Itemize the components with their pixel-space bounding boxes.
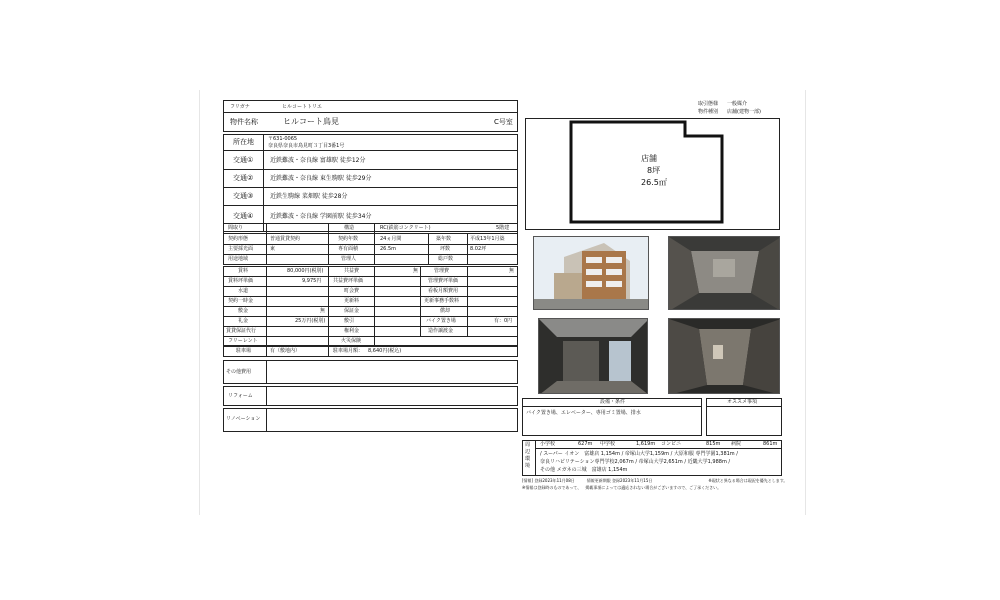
spec-value-contract: 普通賃貸契約 (270, 236, 301, 242)
spec-value-area: 26.5m (380, 246, 397, 252)
fee-label-common-tsubo: 共益費坪単価 (333, 278, 364, 284)
recommend-label: オススメ事項 (727, 399, 757, 405)
env-line-2: 奈良リハビリテーション専門学校2,067m / 帝塚山大学2,651m / 近畿大学1,988m / (540, 459, 731, 465)
fee-value-common: 無 (413, 268, 419, 274)
fee-value-rent-tsubo: 9,975円 (302, 278, 322, 284)
address-label: 所在地 (233, 138, 254, 146)
name-block (223, 100, 518, 132)
transit-label-3: 交通③ (233, 192, 254, 200)
other-cost-box (223, 360, 518, 384)
env-val-junior: 1,619m (636, 441, 656, 447)
postal-code: 〒631-0065 (268, 136, 298, 142)
fee-value-deposit: 無 (320, 308, 326, 314)
transit-value-4: 近鉄難波・奈良線 学園前駅 徒歩34分 (270, 213, 372, 220)
fee-label-rent-tsubo: 賃料坪単価 (228, 278, 254, 284)
fee-label-town: 町会費 (344, 288, 360, 294)
furigana-value: ヒルコートトリエ (282, 104, 322, 110)
spec-label-age: 築年数 (436, 236, 452, 242)
spec-label-layout: 間取り (228, 225, 244, 231)
parking-label: 駐車場 (236, 348, 252, 354)
env-key-hospital: 病院 (731, 441, 742, 447)
env-val-hospital: 861m (763, 441, 778, 447)
address-value: 奈良県奈良市鳥見町３丁目3番1号 (268, 143, 345, 149)
fee-label-deposit: 敷金 (238, 308, 249, 314)
parking-value: 有（敷地内） (270, 348, 301, 354)
fee-label-fixture: 造作譲渡金 (428, 328, 454, 334)
reform-box (223, 386, 518, 406)
spec-value-floors: 5階建 (496, 225, 510, 231)
env-line-1: / スーパー イオン 富雄店 1,154m / 帝塚山大学1,159m / 大原和服 専門学園1,381m / (540, 451, 738, 457)
env-key-junior: 中学校 (600, 441, 616, 447)
fee-value-rent: 80,000円(税別) (287, 268, 324, 274)
fee-label-bike: バイク置き場 (426, 318, 456, 324)
env-val-elementary: 627m (578, 441, 593, 447)
spec-value-light: 東 (270, 246, 276, 252)
reform-label: リフォーム (228, 393, 253, 399)
transit-value-1: 近鉄難波・奈良線 富雄駅 徒歩12分 (270, 157, 366, 164)
renovation-box (223, 408, 518, 432)
fee-label-guarantee: 保証金 (344, 308, 360, 314)
equipment-label: 設備・条件 (600, 399, 626, 405)
spec-value-age: 平成13年1月築 (470, 236, 505, 242)
photo-interior-3 (668, 318, 780, 394)
transit-value-3: 近鉄生駒線 菜畑駅 徒歩28分 (270, 193, 348, 200)
spec-label-structure: 構造 (344, 225, 355, 231)
plan-tsubo: 8坪 (647, 166, 661, 175)
footer-note-1: [情報] 登録2023年11月08日 情報更新期限 登録2023年11月15日 ※現状と異なる場合は現況を優先とします。 (522, 478, 788, 483)
footer-note-2: ※情報は登録時のものであって、 掲載事項によっては適応されない場合がございますので、ご了承ください。 (522, 485, 722, 490)
env-line-3: その他 メガネの三城 富雄店 1,154m (540, 467, 628, 473)
transit-label-1: 交通① (233, 156, 254, 164)
property-name: ヒルコート鳥見 (283, 117, 339, 126)
transit-label-2: 交通② (233, 174, 254, 182)
fee-label-common: 共益費 (344, 268, 360, 274)
fee-label-water: 水道 (238, 288, 249, 294)
env-key-convenience: コンビニ (661, 441, 682, 447)
parking-fee-label: 駐車場月額： (333, 348, 364, 354)
fee-label-renewal: 更新料 (344, 298, 360, 304)
fee-value-keymoney: 25万円(税別) (295, 318, 326, 324)
transit-value-2: 近鉄難波・奈良線 東生駒駅 徒歩29分 (270, 175, 372, 182)
spec-label-units: 総戸数 (438, 256, 454, 262)
fee-label-keymoney: 礼金 (238, 318, 249, 324)
fee-label-fire: 火災保険 (341, 338, 362, 344)
plan-title: 店舗 (641, 154, 657, 163)
fee-value-mgmt: 無 (509, 268, 515, 274)
spec-label-term: 契約年数 (338, 236, 359, 242)
spec-value-structure: RC(鉄筋コンクリート) (380, 225, 431, 231)
photo-interior-2 (538, 318, 648, 394)
fee-label-mgmt: 管理費 (434, 268, 450, 274)
spec-label-tsubo: 坪数 (440, 246, 451, 252)
fee-label-key-right: 権利金 (344, 328, 360, 334)
fee-label-rent: 賃料 (238, 268, 249, 274)
name-label: 物件名称 (230, 118, 258, 126)
env-val-convenience: 815m (706, 441, 721, 447)
env-key-elementary: 小学校 (540, 441, 556, 447)
transit-label-4: 交通④ (233, 212, 254, 220)
environment-label: 周辺環境 (525, 442, 531, 469)
parking-fee-value: 8,640円(税込) (368, 348, 402, 354)
spec-value-tsubo: 8.02坪 (470, 246, 487, 252)
spec-label-area: 専有面積 (338, 246, 359, 252)
fee-label-mgmt-tsubo: 管理費坪単価 (428, 278, 459, 284)
fee-label-amortize: 償却 (440, 308, 451, 314)
fee-label-renewal-admin: 更新事務手数料 (424, 298, 460, 304)
other-cost-label: その他費用 (226, 369, 252, 375)
room-number: C号室 (494, 118, 513, 126)
fee-label-freerent: フリーレント (228, 338, 258, 344)
fee-label-shikibiki: 敷引 (344, 318, 355, 324)
photo-exterior (533, 236, 649, 310)
type-label: 物件種別 (698, 109, 719, 115)
equipment-value: バイク置き場、エレベーター、専用ゴミ置場、排水 (526, 410, 641, 416)
spec-value-term: 24ヵ月間 (380, 236, 402, 242)
trade-value: 一般媒介 (727, 101, 748, 107)
renovation-label: リノベーション (226, 416, 261, 422)
fee-label-guarantor: 賃貸保証代行 (226, 328, 257, 334)
trade-label: 取引態様 (698, 101, 719, 107)
spec-label-light: 主要採光面 (228, 246, 254, 252)
spec-label-zone: 用途地域 (228, 256, 249, 262)
fee-label-lump: 契約一時金 (228, 298, 254, 304)
fee-value-bike: 有：0円 (494, 318, 513, 324)
furigana-label: フリガナ (230, 104, 250, 110)
photo-interior-1 (668, 236, 780, 310)
type-value: 店舗(建物一部) (727, 109, 761, 115)
fee-label-sign: 看板月額費用 (428, 288, 459, 294)
spec-label-manager: 管理人 (341, 256, 357, 262)
plan-area: 26.5㎡ (641, 178, 667, 187)
spec-label-contract: 契約形態 (228, 236, 249, 242)
